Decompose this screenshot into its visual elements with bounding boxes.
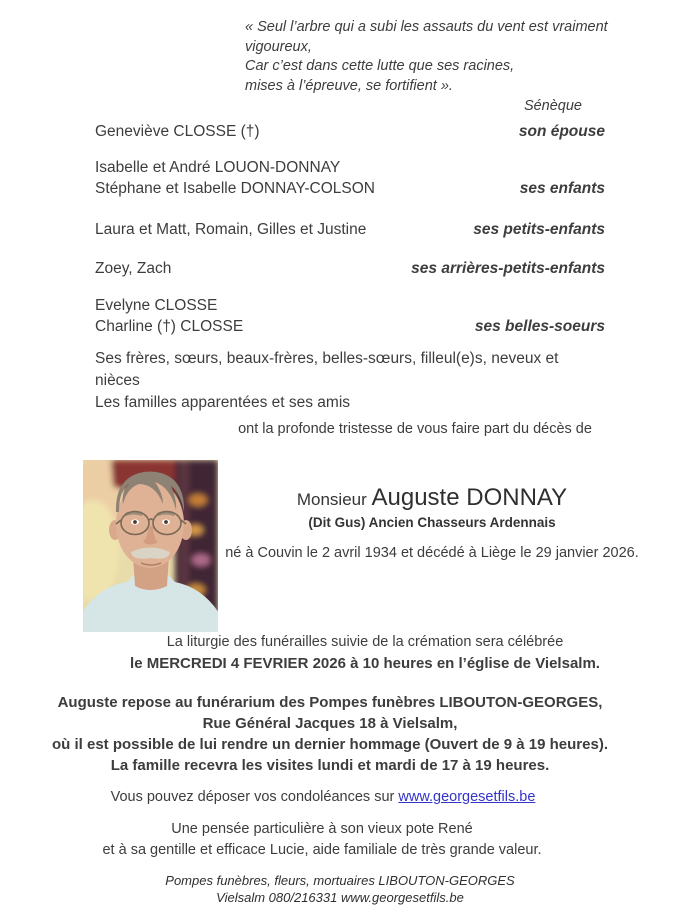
extended-family-line: Les familles apparentées et ses amis bbox=[95, 394, 351, 411]
deceased-name-line bbox=[297, 484, 567, 512]
family-row-great-grandchildren bbox=[95, 258, 605, 279]
funeral-home-line: Rue Général Jacques 18 à Vielsalm, bbox=[202, 715, 458, 732]
extended-family-line: Ses frères, sœurs, beaux-frères, belles-sœurs, filleul(e)s, neveux et nièces bbox=[95, 350, 559, 389]
portrait-photo-illustration bbox=[83, 460, 218, 632]
funeral-home-footer bbox=[0, 872, 680, 906]
extended-family-paragraph bbox=[95, 348, 605, 414]
opening-quote bbox=[245, 18, 648, 117]
family-names: Geneviève CLOSSE (†) bbox=[95, 123, 260, 140]
announcement-line: ont la profonde tristesse de vous faire part du décès de bbox=[238, 421, 592, 437]
footer-line: Vielsalm 080/216331 www.georgesetfils.be bbox=[216, 890, 464, 905]
ceremony-block bbox=[0, 632, 680, 674]
family-list bbox=[95, 121, 605, 414]
family-row-children bbox=[95, 157, 605, 199]
quote-line: « Seul l’arbre qui a subi les assauts du vent est vraiment vigoureux, bbox=[245, 19, 608, 55]
family-names: Laura et Matt, Romain, Gilles et Justine bbox=[95, 221, 367, 238]
family-names: Stéphane et Isabelle DONNAY-COLSON bbox=[95, 180, 375, 197]
quote-line: mises à l’épreuve, se fortifient ». bbox=[245, 77, 453, 94]
deceased-name: Auguste DONNAY bbox=[371, 484, 568, 511]
tribute-block bbox=[0, 819, 680, 861]
ceremony-line: La liturgie des funérailles suivie de la crémation sera célébrée bbox=[166, 634, 564, 650]
family-names: Zoey, Zach bbox=[95, 260, 172, 277]
photo-identity-row bbox=[83, 460, 680, 632]
family-row-spouse bbox=[95, 121, 605, 142]
family-relation: ses belles-soeurs bbox=[474, 318, 605, 335]
deceased-honorific: Monsieur bbox=[296, 490, 372, 509]
condolences-text: Vous pouvez déposer vos condoléances sur bbox=[110, 789, 399, 805]
ceremony-date-line: le MERCREDI 4 FEVRIER 2026 à 10 heures en l’église de Vielsalm. bbox=[130, 655, 600, 672]
deceased-life-dates: né à Couvin le 2 avril 1934 et décédé à Liège le 29 janvier 2026. bbox=[225, 545, 639, 561]
quote-author: Sénèque bbox=[523, 98, 582, 114]
condolences-link[interactable]: www.georgesetfils.be bbox=[398, 789, 536, 805]
family-row-grandchildren bbox=[95, 219, 605, 240]
tribute-line: et à sa gentille et efficace Lucie, aide familiale de très grande valeur. bbox=[102, 842, 542, 858]
family-relation: ses enfants bbox=[519, 180, 605, 197]
funeral-home-line: où il est possible de lui rendre un dernier hommage (Ouvert de 9 à 19 heures). bbox=[52, 736, 608, 753]
identity-column bbox=[218, 460, 680, 632]
portrait-photo bbox=[83, 460, 218, 632]
funeral-home-line: La famille recevra les visites lundi et mardi de 17 à 19 heures. bbox=[110, 757, 550, 774]
quote-line: Car c’est dans cette lutte que ses racines, bbox=[245, 58, 515, 74]
family-row-sisters-in-law bbox=[95, 295, 605, 337]
deceased-subtitle: (Dit Gus) Ancien Chasseurs Ardennais bbox=[308, 515, 556, 530]
family-relation: ses petits-enfants bbox=[473, 221, 605, 238]
tribute-line: Une pensée particulière à son vieux pote René bbox=[171, 821, 473, 837]
family-names: Evelyne CLOSSE bbox=[95, 297, 218, 314]
family-names: Charline (†) CLOSSE bbox=[95, 318, 244, 335]
condolences-line bbox=[0, 789, 680, 805]
footer-line: Pompes funèbres, fleurs, mortuaires LIBOUTON-GEORGES bbox=[165, 873, 515, 888]
family-relation: ses arrières-petits-enfants bbox=[411, 260, 605, 277]
family-names: Isabelle et André LOUON-DONNAY bbox=[95, 159, 341, 176]
funeral-home-line: Auguste repose au funérarium des Pompes funèbres LIBOUTON-GEORGES, bbox=[57, 694, 603, 711]
funeral-home-block bbox=[0, 692, 680, 776]
family-relation: son épouse bbox=[518, 123, 605, 140]
